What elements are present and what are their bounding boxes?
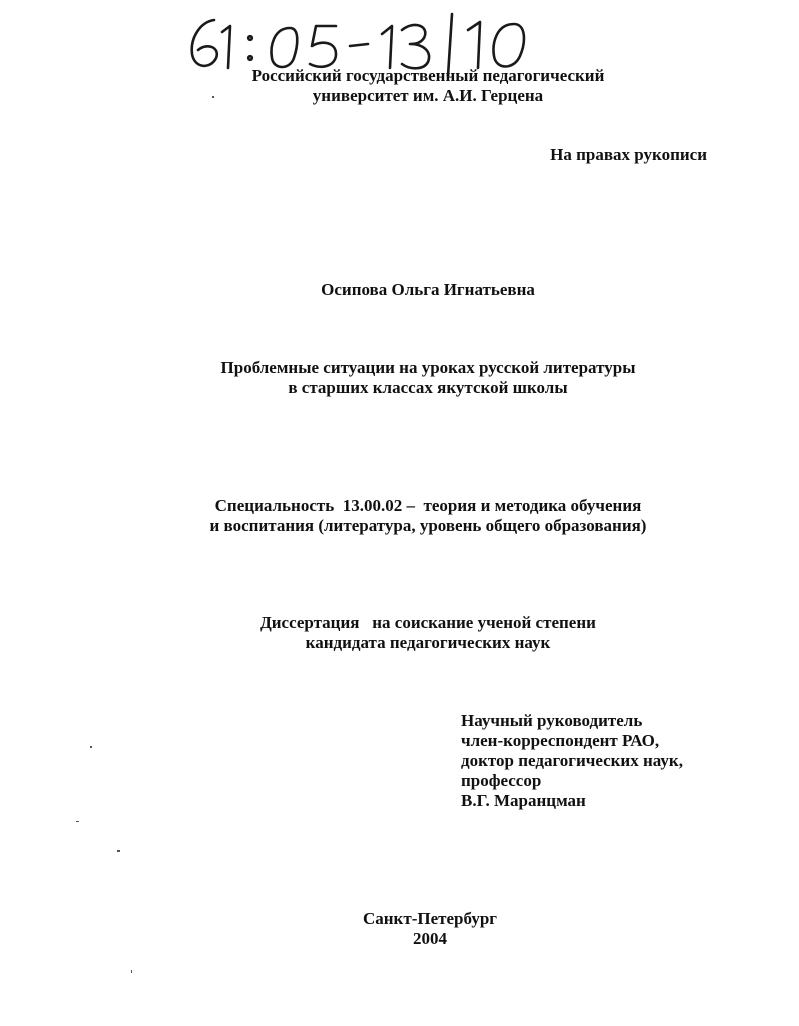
scan-speck [90, 746, 92, 748]
supervisor-line-1: Научный руководитель [461, 711, 643, 730]
city: Санкт-Петербург [362, 909, 498, 928]
supervisor-name: В.Г. Маранцман [461, 791, 586, 810]
degree-line-2: кандидата педагогических наук [305, 633, 551, 652]
supervisor-line-3: доктор педагогических наук, [461, 751, 683, 770]
scan-speck [117, 850, 120, 852]
dissertation-title-line-1: Проблемные ситуации на уроках русской литературы [220, 358, 636, 377]
specialty-line-1: Специальность 13.00.02 – теория и методика обучения [214, 496, 642, 515]
dissertation-title-line-2: в старших классах якутской школы [288, 378, 568, 397]
author-name: Осипова Ольга Игнатьевна [321, 280, 535, 299]
degree-line-1: Диссертация на соискание ученой степени [260, 613, 596, 632]
scan-speck [212, 96, 214, 98]
specialty-line-2: и воспитания (литература, уровень общего образования) [209, 516, 647, 535]
scan-speck [76, 821, 79, 822]
scan-speck [131, 970, 132, 973]
manuscript-rights: На правах рукописи [550, 145, 707, 164]
supervisor-line-4: профессор [461, 771, 542, 790]
year: 2004 [413, 929, 447, 948]
supervisor-line-2: член-корреспондент РАО, [461, 731, 660, 750]
supervisor-block [461, 711, 683, 811]
institution-line-2: университет им. А.И. Герцена [312, 86, 544, 105]
institution-line-1: Российский государственный педагогический [251, 66, 605, 85]
